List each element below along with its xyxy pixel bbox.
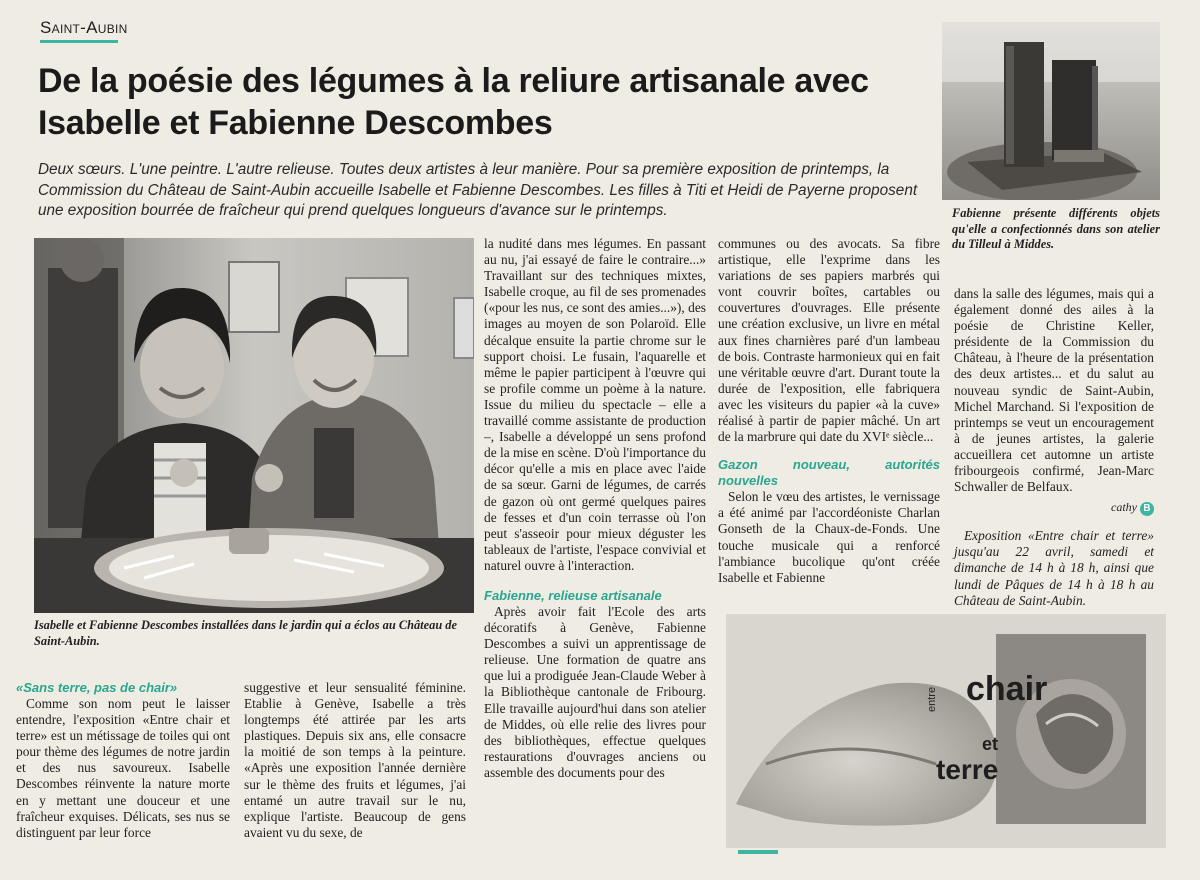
headline: De la poésie des légumes à la reliure artisanale avec Isabelle et Fabienne Descombes — [38, 62, 869, 142]
col4-text2: Selon le vœu des artistes, le vernissage a été animé par l'accordéoniste Charlan Gonseth de la Chaux-de-Fonds. Une touche musicale qui a renforcé l'ambiance bucolique qu'ont créée Isabelle et Fabienne — [718, 489, 940, 585]
sisters-photo-caption: Isabelle et Fabienne Descombes installées dans le jardin qui a éclos au Château de Saint-Aubin. — [34, 618, 458, 648]
author-signature — [954, 499, 1154, 516]
col3-text: la nudité dans mes légumes. En passant au nu, j'ai essayé de faire le contraire...» Travaillant sur des techniques mixtes, Isabelle croque, au fil de ses promenades («pour les nus, ce sont des amies...»), des images au moyen de son Polaroïd. Elle décalque ensuite la partie chrome sur le support choisi. Le fusain, l'aquarelle et même le papier participent à l'œuvre qui se profile comme un poème à la nature. Issue du milieu du spectacle – elle a travaillé comme assistante de production –, Isabelle a développé un sens profond de la mise en scène. D'où l'importance du décor qu'elle a mis en place avec l'aide de sa sœur. Garni de légumes, de carrés de gazon où ont germé quelques paires de fesses et d'un coin terrasse où l'on peut s'asseoir pour mieux déguster les tableaux de l'artiste, l'espace convivial et naturel ouvre à l'interaction. — [484, 236, 706, 573]
lead-paragraph: Deux sœurs. L'une peintre. L'autre relieuse. Toutes deux artistes à leur manière. Pour sa première exposition de printemps, la Commission du Château de Saint-Aubin accueille Isabelle et Fabienne Descombes. Les filles à Titi et Heidi de Payerne proposent une exposition bourrée de fraîcheur qui prend quelques longueurs d'avance sur le printemps. — [38, 161, 918, 219]
author-name: cathy — [1111, 500, 1137, 515]
books-illustration — [942, 22, 1160, 200]
col4-text: communes ou des avocats. Sa fibre artistique, elle l'exprime dans les variations de ses papiers marbrés qui vont couvrir boîtes, cartables ou couvertures d'ouvrages. Elle présente une création exclusive, un livre en métal aux fines charnières paré d'un lambeau de bois. Contraste harmonieux qui en fait une véritable œuvre d'art. Durant toute la durée de l'exposition, elle fabriquera avec les visiteurs du papier «à la cuve» réalisé à partir de papier mâché. Un art de la marbrure qui date du XVIᵉ siècle... — [718, 236, 940, 445]
author-badge: B — [1140, 502, 1154, 516]
col1-subhead: «Sans terre, pas de chair» — [16, 680, 178, 695]
column-2 — [244, 680, 466, 841]
exhibition-info: Exposition «Entre chair et terre» jusqu'au 22 avril, samedi et dimanche de 14 h à 18 h, ainsi que lundi de Pâques de 14 h à 18 h au Château de Saint-Aubin. — [954, 528, 1154, 608]
sisters-illustration — [34, 238, 474, 613]
col3-text2: Après avoir fait l'Ecole des arts décoratifs à Genève, Fabienne Descombes a suivi un apprentissage de relieuse. Une formation de quatre ans que lui a prodiguée Jean-Claude Weber à la Bibliothèque cantonale de Fribourg. Elle travaille aujourd'hui dans son atelier de Middes, où elle relie des livres pour des bibliothèques, effectue quelques restaurations d'ouvrages anciens ou assemble des documents pour des — [484, 603, 706, 780]
column-4 — [718, 236, 940, 586]
col4-subhead: Gazon nouveau, autorités nouvelles — [718, 457, 940, 489]
poster-word-chair: chair — [966, 670, 1048, 708]
col2-text: suggestive et leur sensualité féminine. Etablie à Genève, Isabelle a très longtemps été attirée par les arts plastiques. Depuis six ans, elle consacre la moitié de son temps à la peinture. «Après une exposition l'année dernière sur le thème des fruits et légumes, j'ai entamé un autre travail sur le nu, explique l'artiste. Beaucoup de gens avaient vu du sexe, de — [244, 680, 466, 840]
poster-word-terre: terre — [936, 754, 999, 785]
section-underline — [40, 40, 118, 43]
section-label: Saint-Aubin — [40, 18, 128, 37]
col1-text: Comme son nom peut le laisser entendre, l'exposition «Entre chair et terre» est un métissage de toiles qui ont pour thème des légumes de notre jardin et des nus savoureux. Isabelle Descombes réinvente la nature morte en y mettant une douceur et une fraîcheur exquises. Délicats, ses nus se distinguent par leur force — [16, 696, 230, 840]
poster-illustration — [726, 614, 1166, 848]
books-photo-caption: Fabienne présente différents objets qu'elle a confectionnés dans son atelier du Tilleul à Middes. — [952, 206, 1160, 251]
column-5 — [954, 286, 1154, 609]
exhibition-poster — [726, 614, 1166, 848]
col5-text: dans la salle des légumes, mais qui a également donné des ailes à la poésie de Christine Keller, présidente de la Commission du Château, à l'heure de la présentation des deux artistes... et du salut au nouveau syndic de Saint-Aubin, Michel Marchand. Si l'exposition de printemps se veut un encouragement à de jeunes artistes, la galerie accueillera cet automne un artiste fribourgeois confirmé, Jean-Marc Schwaller de Belfaux. — [954, 286, 1154, 495]
poster-word-entre: entre — [926, 686, 938, 712]
poster-accent-bar — [738, 850, 778, 854]
poster-word-et: et — [982, 734, 999, 754]
col3-subhead: Fabienne, relieuse artisanale — [484, 587, 662, 603]
column-3 — [484, 236, 706, 781]
sisters-photo — [34, 238, 474, 613]
column-1 — [16, 680, 230, 841]
books-photo — [942, 22, 1160, 200]
